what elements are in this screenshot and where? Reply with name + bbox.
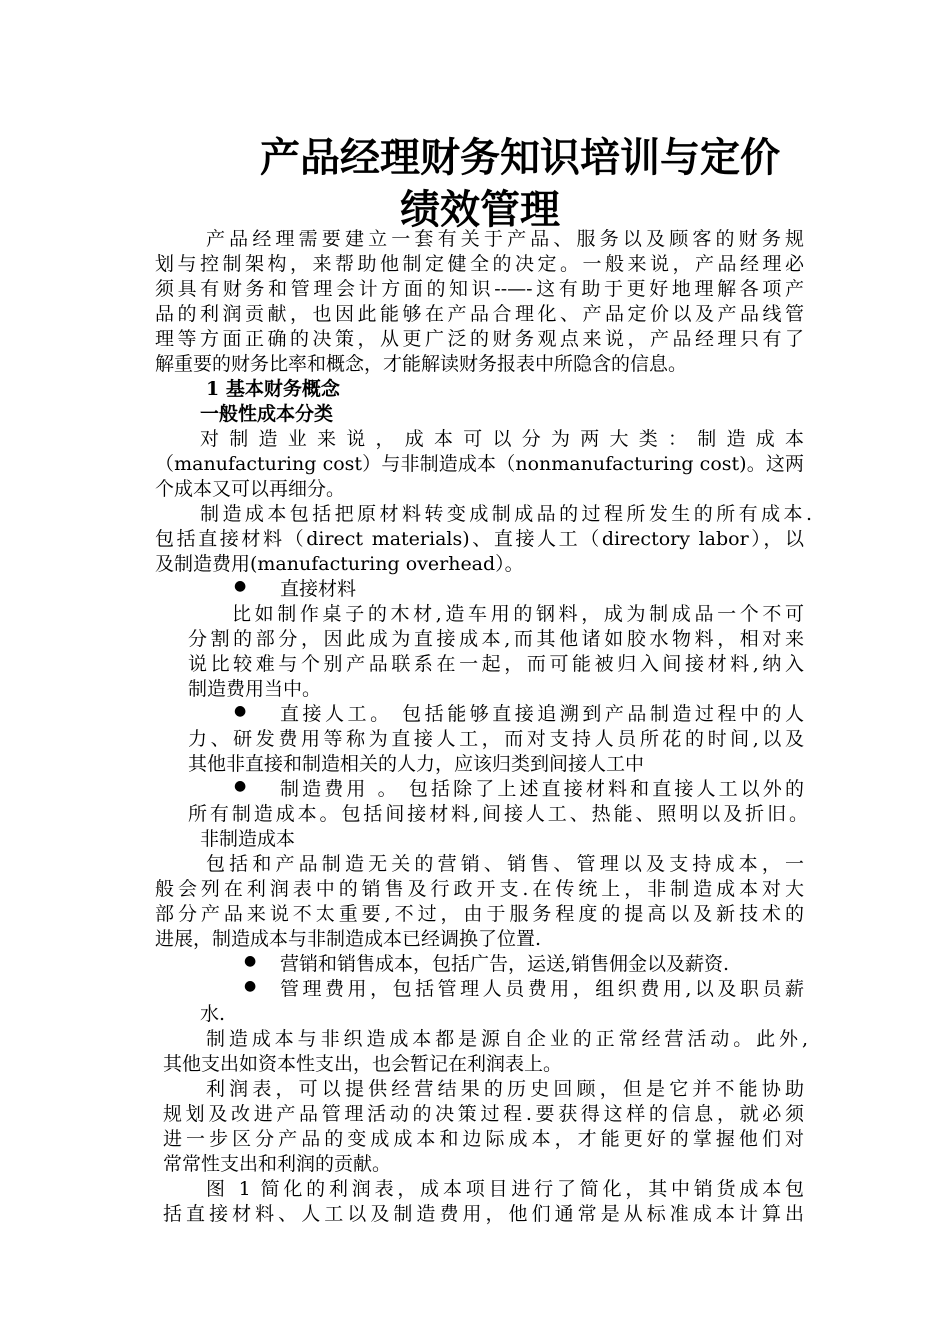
bullet-icon: ● (234, 703, 247, 719)
income-line-3: 进一步区分产品的变成成本和边际成本，才能更好的掌握他们对 (163, 1128, 804, 1150)
fig-line-1: 图 1 简化的利润表，成本项目进行了简化，其中销货成本包 (206, 1178, 804, 1200)
bullet1-line-3: 说比较难与个别产品联系在一起，而可能被归入间接材料,纳入 (188, 653, 804, 675)
intro-line-6: 解重要的财务比率和概念，才能解读财务报表中所隐含的信息。 (155, 353, 688, 375)
intro-line-5: 理等方面正确的决策，从更广泛的财务观点来说，产品经理只有了 (155, 328, 804, 350)
bullet2-line-2: 力、研发费用等称为直接人工，而对支持人员所花的时间,以及 (188, 728, 804, 750)
nonmfg-line-1: 包括和产品制造无关的营销、销售、管理以及支持成本，一 (206, 853, 804, 875)
bullet-icon: ● (234, 778, 247, 794)
bullet3-line-2: 所有制造成本。包括间接材料,间接人工、热能、照明以及折旧。 (188, 803, 808, 825)
section-heading: 1 基本财务概念 (206, 378, 340, 400)
income-line-2: 规划及改进产品管理活动的决策过程.要获得这样的信息，就必须 (163, 1103, 804, 1125)
nonmfg-line-3: 部分产品来说不太重要,不过，由于服务程度的提高以及新技术的 (155, 903, 804, 925)
bullet2-line-3: 其他非直接和制造相关的人力，应该归类到间接人工中 (188, 753, 645, 775)
document-title-line2: 绩效管理 (400, 187, 560, 233)
bullet5-line-2: 水. (200, 1003, 226, 1025)
both-line-1: 制造成本与非织造成本都是源自企业的正常经营活动。此外, (206, 1028, 808, 1050)
classify-line-1: 对 制 造 业 来 说 ， 成 本 可 以 分 为 两 大 类 ： 制 造 成 本 (200, 428, 804, 450)
bullet1-line-2: 分割的部分，因此成为直接成本,而其他诸如胶水物料，相对来 (188, 628, 804, 650)
nonmfg-line-4: 进展，制造成本与非制造成本已经调换了位置. (155, 928, 542, 950)
bullet2-line-1: 直接人工。 包括能够直接追溯到产品制造过程中的人 (280, 703, 804, 725)
document-title-line1: 产品经理财务知识培训与定价 (260, 135, 780, 181)
nonmfg-line-2: 般会列在利润表中的销售及行政开支.在传统上，非制造成本对大 (155, 878, 804, 900)
nonmfg-heading: 非制造成本 (200, 828, 296, 850)
intro-line-2: 划与控制架构，来帮助他制定健全的决定。一般来说，产品经理必 (155, 253, 804, 275)
mfg-line-3: 及制造费用(manufacturing overhead）。 (155, 553, 524, 575)
mfg-line-1: 制造成本包括把原材料转变成制成品的过程所发生的所有成本. (200, 503, 812, 525)
bullet5-line-1: 管理费用，包括管理人员费用，组织费用,以及职员薪 (280, 978, 804, 1000)
mfg-line-2: 包括直接材料（direct materials)、直接人工（directory labor），以 (155, 528, 804, 550)
classify-line-3: 个成本又可以再细分。 (155, 478, 346, 500)
intro-line-1: 产品经理需要建立一套有关于产品、服务以及顾客的财务规 (206, 228, 804, 250)
bullet1-label: 直接材料 (280, 578, 357, 600)
intro-line-4: 品的利润贡献，也因此能够在产品合理化、产品定价以及产品线管 (155, 303, 804, 325)
bullet-icon: ● (244, 953, 257, 969)
bullet1-line-4: 制造费用当中。 (188, 678, 322, 700)
income-line-1: 利润表，可以提供经营结果的历史回顾，但是它并不能协助 (206, 1078, 804, 1100)
classify-line-2: （manufacturing cost）与非制造成本（nonmanufacturing cost)。这两 (155, 453, 804, 475)
bullet1-line-1: 比如制作桌子的木材,造车用的钢料，成为制成品一个不可 (232, 603, 804, 625)
bullet-icon: ● (244, 978, 257, 994)
both-line-2: 其他支出如资本性支出，也会暂记在利润表上。 (163, 1053, 563, 1075)
fig-line-2: 括直接材料、人工以及制造费用，他们通常是从标准成本计算出 (163, 1203, 804, 1225)
subsection-heading: 一般性成本分类 (200, 403, 334, 425)
bullet4-text: 营销和销售成本，包括广告，运送,销售佣金以及薪资. (280, 953, 730, 975)
intro-line-3: 须具有财务和管理会计方面的知识--—-这有助于更好地理解各项产 (155, 278, 804, 300)
income-line-4: 常常性支出和利润的贡献。 (163, 1153, 392, 1175)
bullet-icon: ● (234, 578, 247, 594)
bullet3-line-1: 制造费用 。 包括除了上述直接材料和直接人工以外的 (280, 778, 804, 800)
